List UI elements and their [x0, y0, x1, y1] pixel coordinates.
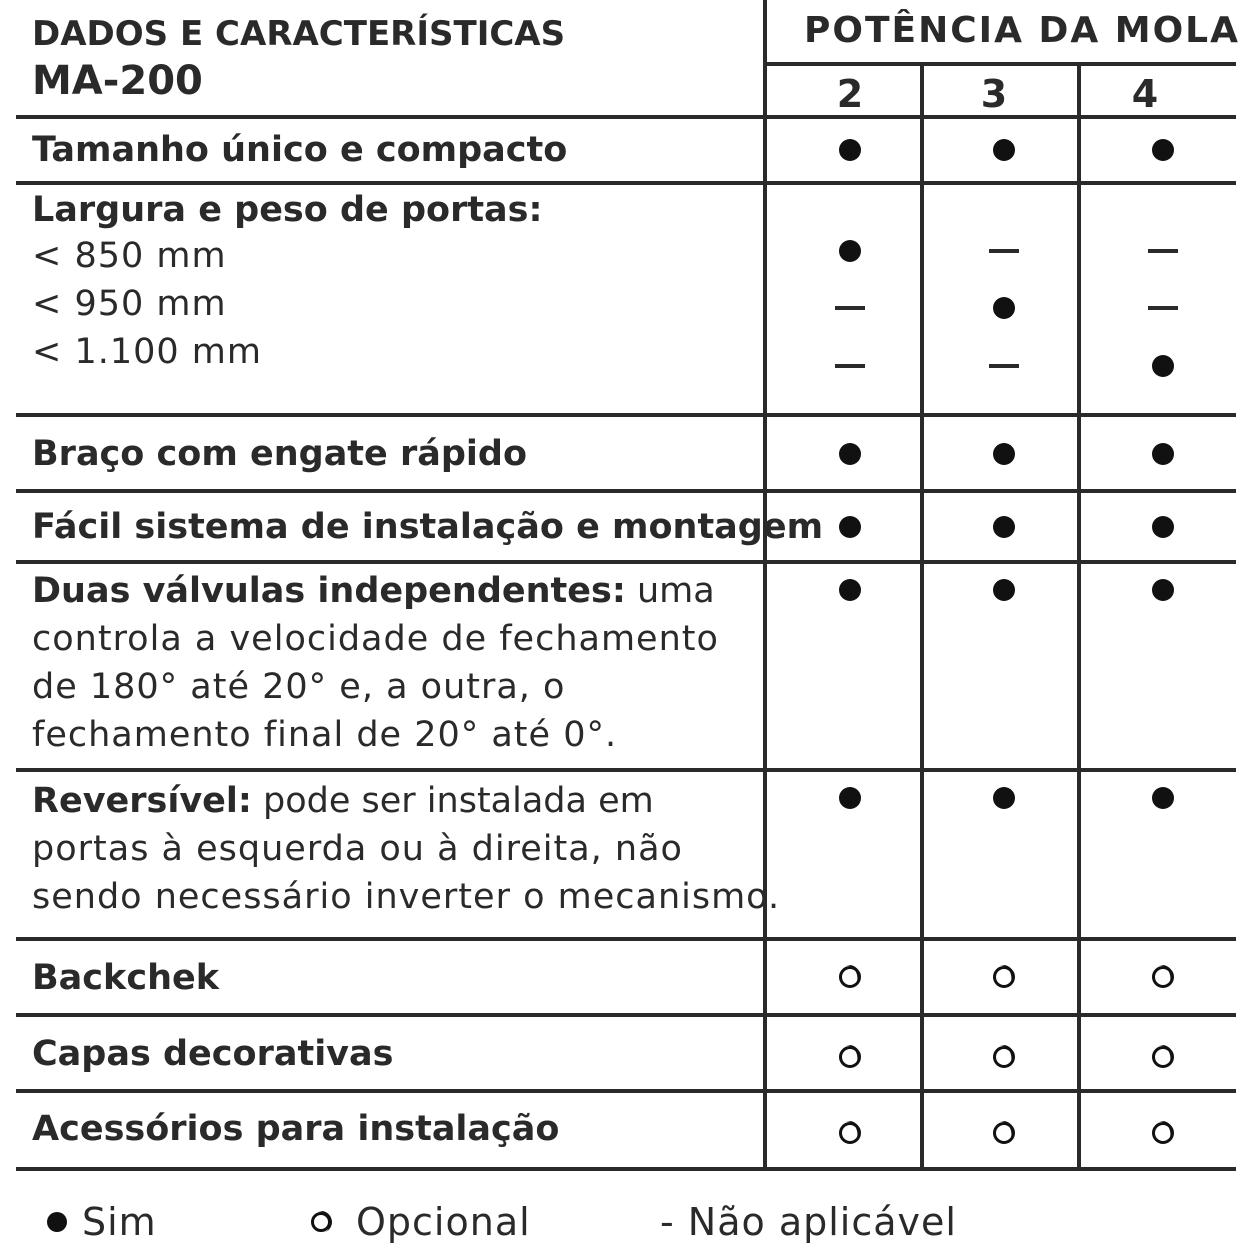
opcional-mark	[993, 966, 1015, 988]
row-rule-5	[16, 768, 1236, 772]
row-rule-1	[16, 181, 1236, 185]
feature-label: Backchek	[32, 958, 219, 998]
legend-opcional-icon	[311, 1212, 331, 1232]
feature-label: Tamanho único e compacto	[32, 130, 568, 170]
feature-description-line: fechamento final de 20° até 0°.	[32, 715, 618, 755]
table-bottom-rule	[16, 1167, 1236, 1171]
feature-description-line: portas à esquerda ou à direita, não	[32, 829, 683, 869]
column-divider-3-4	[1077, 62, 1081, 1171]
legend-sim-label: Sim	[82, 1200, 157, 1244]
feature-label: Reversível: pode ser instalada em	[32, 781, 654, 821]
sim-mark	[839, 579, 861, 601]
feature-description-line: sendo necessário inverter o mecanismo.	[32, 877, 781, 917]
row-rule-8	[16, 1089, 1236, 1093]
opcional-mark	[839, 1046, 861, 1068]
feature-label: Largura e peso de portas:	[32, 190, 543, 230]
sim-mark	[839, 516, 861, 538]
feature-description-line: controla a velocidade de fechamento	[32, 619, 719, 659]
row-rule-6	[16, 937, 1236, 941]
sim-mark	[1152, 139, 1174, 161]
row-rule-2	[16, 413, 1236, 417]
feature-label: Fácil sistema de instalação e montagem	[32, 507, 824, 547]
opcional-mark	[839, 966, 861, 988]
nao-aplicavel-mark	[1148, 306, 1178, 310]
sim-mark	[1152, 443, 1174, 465]
sim-mark	[839, 787, 861, 809]
table-title: DADOS E CARACTERÍSTICAS	[32, 14, 566, 54]
spring-power-header: POTÊNCIA DA MOLA	[804, 10, 1240, 51]
feature-label: Braço com engate rápido	[32, 434, 527, 474]
feature-label: Acessórios para instalação	[32, 1109, 560, 1149]
sim-mark	[1152, 355, 1174, 377]
column-divider-main	[763, 0, 767, 1171]
sim-mark	[993, 787, 1015, 809]
nao-aplicavel-mark	[1148, 249, 1178, 253]
column-header-2: 2	[836, 72, 864, 116]
door-width-850: < 850 mm	[32, 236, 227, 276]
sim-mark	[993, 516, 1015, 538]
sim-mark	[1152, 787, 1174, 809]
row-rule-4	[16, 560, 1236, 564]
opcional-mark	[1152, 1046, 1174, 1068]
sim-mark	[993, 139, 1015, 161]
feature-label: Duas válvulas independentes: uma	[32, 571, 715, 611]
row-rule-3	[16, 489, 1236, 493]
opcional-mark	[1152, 1122, 1174, 1144]
legend-opcional-label: Opcional	[356, 1200, 531, 1244]
sim-mark	[839, 139, 861, 161]
sim-mark	[1152, 516, 1174, 538]
sim-mark	[839, 240, 861, 262]
nao-aplicavel-mark	[989, 249, 1019, 253]
sim-mark	[993, 579, 1015, 601]
nao-aplicavel-mark	[835, 364, 865, 368]
sim-mark	[1152, 579, 1174, 601]
opcional-mark	[839, 1122, 861, 1144]
nao-aplicavel-mark	[989, 364, 1019, 368]
feature-label: Capas decorativas	[32, 1034, 394, 1074]
nao-aplicavel-mark	[835, 306, 865, 310]
column-header-4: 4	[1131, 72, 1159, 116]
sim-mark	[993, 297, 1015, 319]
sim-mark	[993, 443, 1015, 465]
door-width-1100: < 1.100 mm	[32, 332, 262, 372]
row-rule-7	[16, 1013, 1236, 1017]
opcional-mark	[1152, 966, 1174, 988]
legend-sim-icon	[47, 1212, 67, 1232]
top-right-rule	[766, 62, 1236, 66]
model-name: MA-200	[32, 58, 203, 104]
legend-nao-aplicavel-label: - Não aplicável	[660, 1200, 957, 1244]
column-divider-2-3	[920, 62, 924, 1171]
column-header-3: 3	[980, 72, 1008, 116]
sim-mark	[839, 443, 861, 465]
opcional-mark	[993, 1122, 1015, 1144]
feature-description-line: de 180° até 20° e, a outra, o	[32, 667, 566, 707]
opcional-mark	[993, 1046, 1015, 1068]
door-width-950: < 950 mm	[32, 284, 227, 324]
header-bottom-rule	[16, 115, 1236, 119]
